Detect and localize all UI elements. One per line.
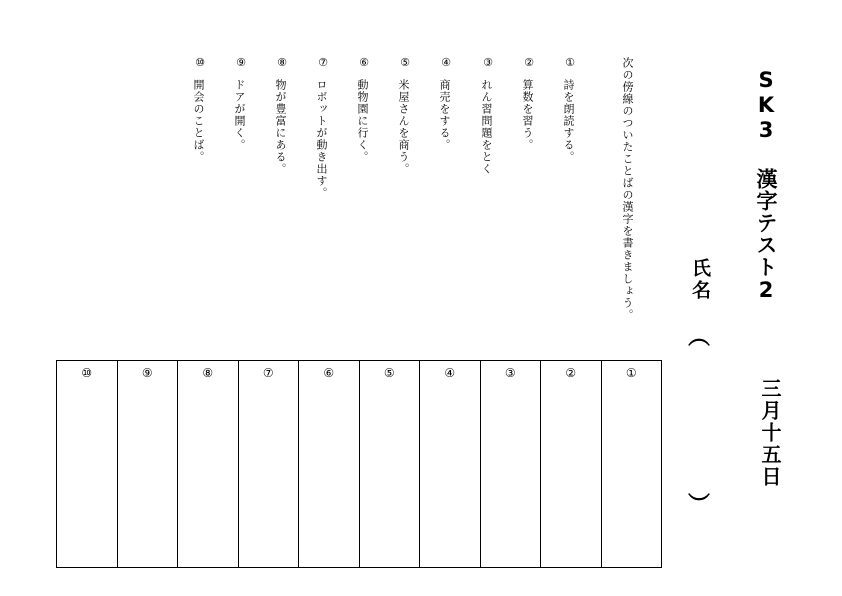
question-text: 開会のことば。 xyxy=(192,79,205,163)
answer-cell-2[interactable] xyxy=(540,361,601,567)
answer-cell-number: ⑧ xyxy=(202,366,214,380)
answer-cell-number: ⑩ xyxy=(81,366,93,380)
answer-cell-1[interactable] xyxy=(601,361,662,567)
question-text: 動物園に行く。 xyxy=(356,79,369,163)
answer-cell-7[interactable] xyxy=(238,361,299,567)
answer-cell-number: ⑤ xyxy=(383,366,395,380)
question-text: 詩を朗読する。 xyxy=(562,79,575,163)
answer-cell-3[interactable] xyxy=(480,361,541,567)
answer-cell-6[interactable] xyxy=(298,361,359,567)
question-number: ⑥ xyxy=(359,56,369,69)
answer-cell-number: ⑦ xyxy=(262,366,274,380)
question-text: 物が豊富にある。 xyxy=(274,79,287,175)
test-date: 三月十五日 xyxy=(758,378,782,488)
answer-cell-4[interactable] xyxy=(419,361,480,567)
question-number: ⑧ xyxy=(277,56,287,69)
question-text: 米屋さんを商う。 xyxy=(397,79,410,175)
question-text: ロボットが動き出す。 xyxy=(315,79,328,199)
answer-cell-9[interactable] xyxy=(117,361,178,567)
answer-grid xyxy=(56,360,662,568)
answer-cell-5[interactable] xyxy=(359,361,420,567)
question-text: 算数を習う。 xyxy=(521,79,534,151)
name-paren-open: ︵ xyxy=(688,325,711,350)
answer-cell-number: ⑥ xyxy=(323,366,335,380)
instruction-text: 次の傍線のついたことばの漢字を書きましょう。 xyxy=(621,57,634,321)
name-paren-close: ︶ xyxy=(688,493,711,518)
question-number: ② xyxy=(524,56,534,69)
question-number: ① xyxy=(565,56,575,69)
answer-cell-number: ① xyxy=(625,366,637,380)
question-text: れん習問題をとく xyxy=(480,79,493,175)
answer-cell-number: ② xyxy=(565,366,577,380)
question-number: ⑤ xyxy=(400,56,410,69)
answer-cell-number: ③ xyxy=(504,366,516,380)
answer-cell-10[interactable] xyxy=(57,361,117,567)
question-number: ⑩ xyxy=(195,56,205,69)
answer-cell-number: ④ xyxy=(444,366,456,380)
answer-cell-8[interactable] xyxy=(177,361,238,567)
answer-cell-number: ⑨ xyxy=(141,366,153,380)
question-number: ③ xyxy=(483,56,493,69)
question-text: ドアが開く。 xyxy=(233,79,246,151)
name-label: 氏名 xyxy=(689,258,711,302)
question-number: ⑦ xyxy=(318,56,328,69)
question-number: ④ xyxy=(441,56,451,69)
question-number: ⑨ xyxy=(236,56,246,69)
question-text: 商売をする。 xyxy=(438,79,451,151)
test-title: SK3 漢字テスト2 xyxy=(754,68,778,303)
